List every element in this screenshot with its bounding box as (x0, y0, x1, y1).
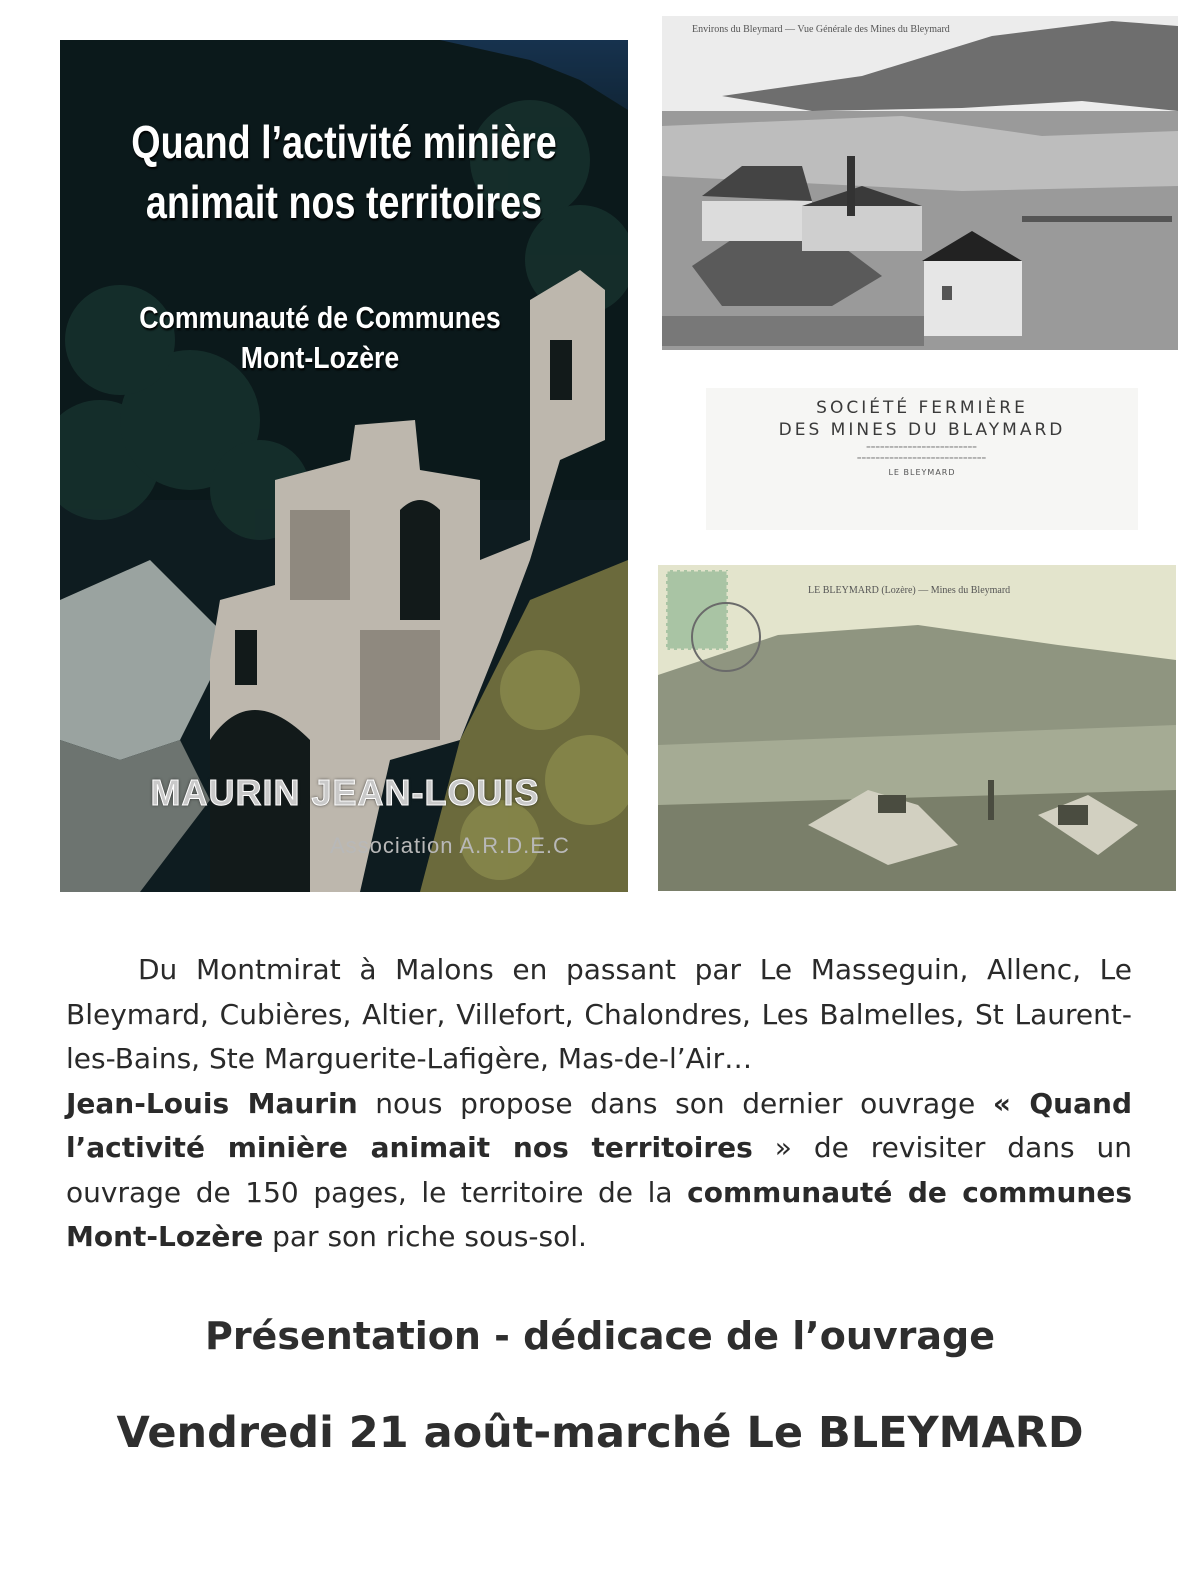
cover-author: MAURIN JEAN-LOUIS (150, 772, 540, 813)
cover-title-line2: animait nos territoires (145, 176, 543, 228)
photo1-caption: Environs du Bleymard — Vue Générale des Mines du Bleymard (692, 24, 950, 35)
letterhead-fine-print: ━━━━━━━━━━━━━━━━━━━━━━━━ (866, 444, 978, 451)
cover-community-line2: Mont-Lozère (240, 340, 400, 375)
cover-title (111, 112, 577, 232)
company-letterhead (706, 388, 1138, 530)
cover-community (96, 298, 543, 378)
letterhead-seat: LE BLEYMARD (888, 468, 956, 477)
event-heading: Vendredi 21 août-marché Le BLEYMARD (116, 1408, 1084, 1458)
intro-paragraph-2 (66, 1082, 1132, 1260)
intro-paragraph-1: Du Montmirat à Malons en passant par Le Masseguin, Allenc, Le Bleymard, Cubières, Altier, Villefort, Chalondres, Les Balmelles, St Laurent-les-Bains, Ste Marguerite-Lafigère, Mas-de-l’Air… (66, 953, 1132, 1075)
book-cover (60, 40, 628, 892)
letterhead-line2: DES MINES DU BLAYMARD (778, 420, 1066, 440)
book-title: « Quand l’activité minière animait nos territoires (66, 1086, 1132, 1164)
intro-text-3: par son riche sous-sol. (263, 1220, 587, 1253)
mine-village-image (662, 16, 1178, 350)
intro-text (66, 948, 1132, 1260)
postcard-landscape-image (658, 565, 1176, 891)
cover-association: Association A.R.D.E.C (330, 833, 570, 858)
intro-text-2: » de revisiter dans un ouvrage de 150 pages, le territoire de la (66, 1131, 1133, 1209)
old-postcard (658, 565, 1176, 891)
presentation-heading: Présentation - dédicace de l’ouvrage (204, 1314, 996, 1358)
postage-stamp (666, 570, 728, 650)
cover-title-line1: Quand l’activité minière (131, 116, 557, 168)
letterhead-fine-print-2: ━━━━━━━━━━━━━━━━━━━━━━━━━━━━ (857, 455, 987, 462)
author-name: Jean-Louis Maurin (66, 1086, 358, 1120)
cover-community-line1: Communauté de Communes (139, 300, 501, 335)
mine-village-photo (662, 16, 1178, 350)
postcard-caption: LE BLEYMARD (Lozère) — Mines du Bleymard (808, 585, 1011, 596)
letterhead-line1: SOCIÉTÉ FERMIÈRE (816, 398, 1028, 418)
intro-text-1: nous propose dans son dernier ouvrage (357, 1086, 993, 1120)
community-name: communauté de communes Mont-Lozère (66, 1175, 1133, 1253)
